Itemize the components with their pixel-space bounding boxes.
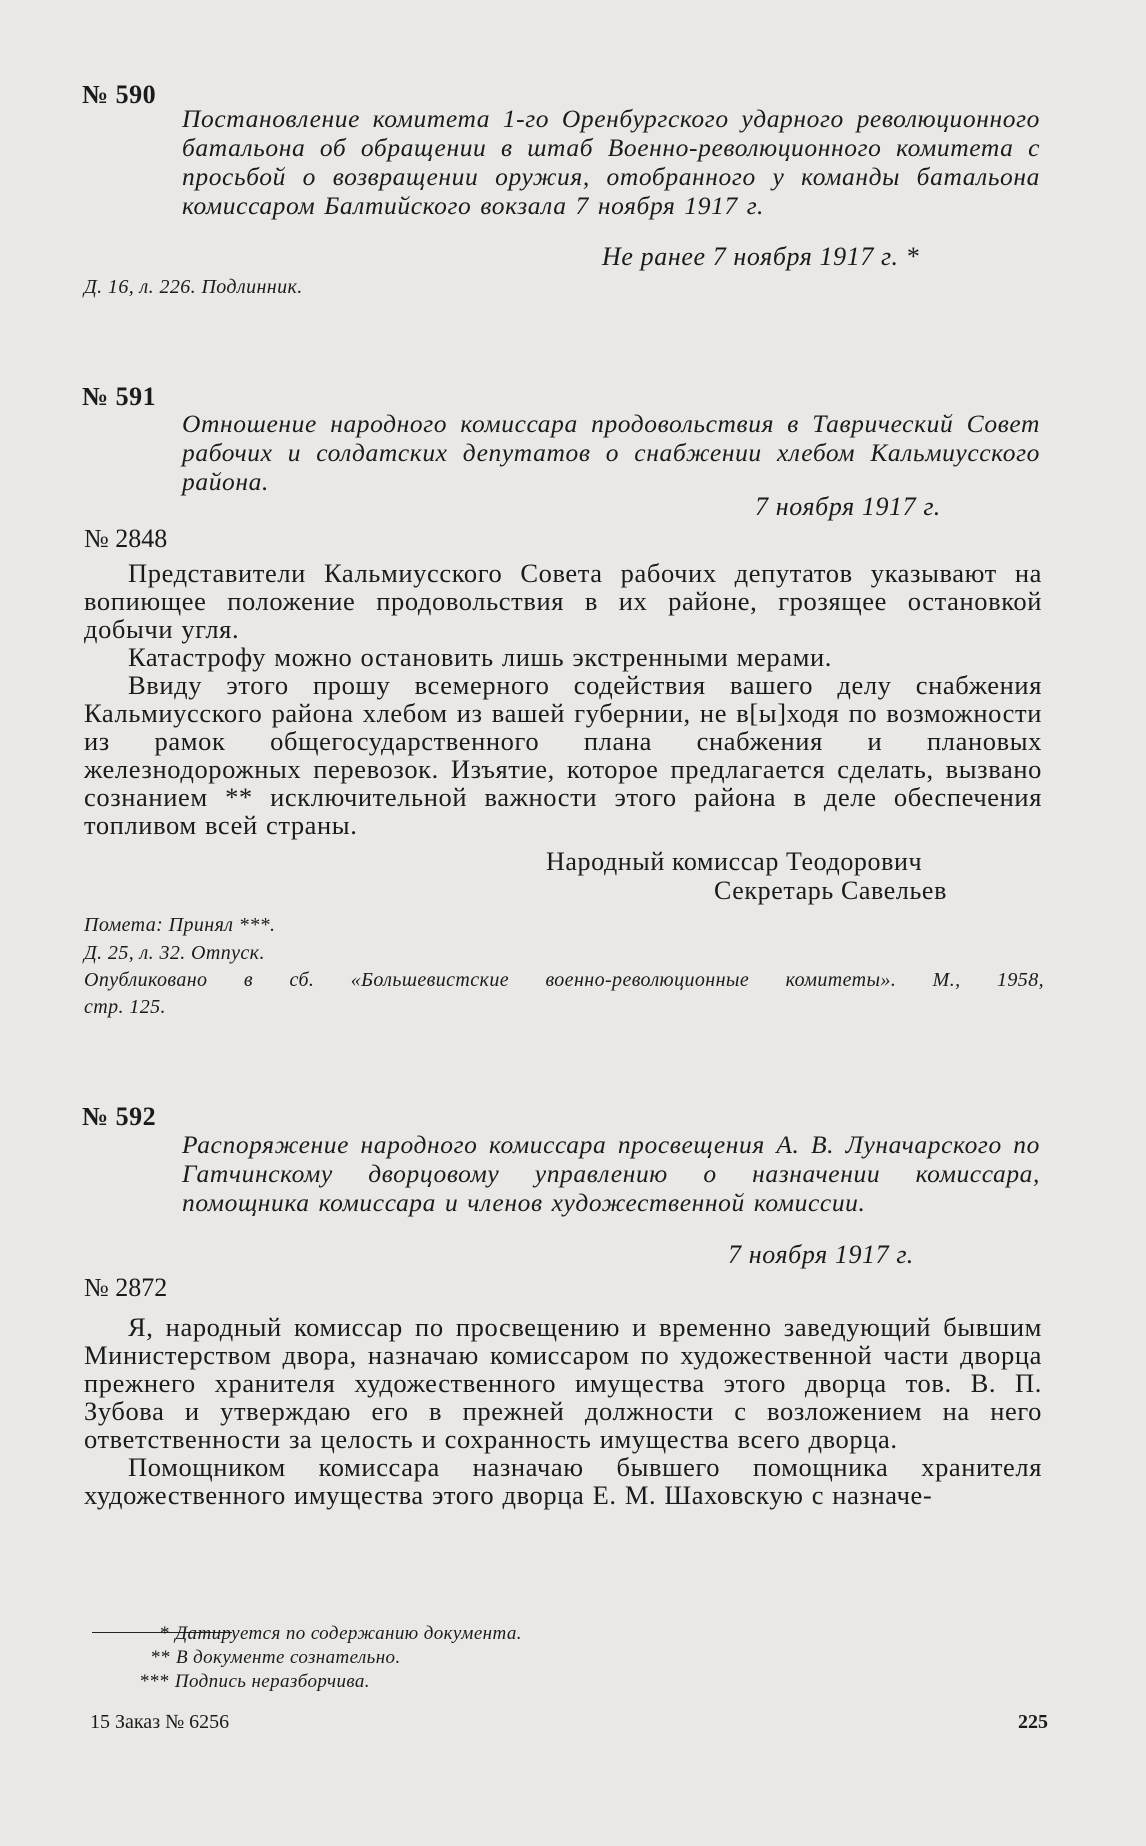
footnote-3: [140, 1671, 370, 1693]
footnote-2: [151, 1647, 401, 1669]
document-date-590: Не ранее 7 ноября 1917 г. *: [602, 242, 920, 271]
document-title-590: Постановление комитета 1-го Оренбургского ударного революционного батальона об обращении в штаб Военно-революционного комитета с просьбой о возвращении оружия, отобранного у команды батальона комиссаром Балтийского вокзала 7 ноября 1917 г.: [182, 104, 1040, 220]
outgoing-number-592: № 2872: [84, 1273, 168, 1302]
paragraph: Представители Кальмиусского Совета рабочих депутатов указывают на вопиющее положение продовольствия в их районе, грозящее остановкой добычи угля.: [84, 558, 1042, 644]
document-title-592: Распоряжение народного комиссара просвещения А. В. Луначарского по Гатчинскому дворцовому управлению о назначении комиссара, помощника комиссара и членов художественной комиссии.: [182, 1130, 1040, 1217]
footnote-mark: *: [160, 1623, 170, 1644]
document-body-591: [84, 559, 1042, 839]
note-591: Помета: Принял ***.: [84, 914, 276, 936]
footnote-mark: **: [151, 1647, 171, 1668]
outgoing-number-591: № 2848: [84, 524, 168, 553]
paragraph: Помощником комиссара назначаю бывшего помощника хранителя художественного имущества этого дворца Е. М. Шаховскую с назначе-: [84, 1452, 1042, 1510]
printer-signature-mark: 15 Заказ № 6256: [90, 1711, 230, 1733]
document-date-591: 7 ноября 1917 г.: [755, 492, 941, 521]
footnote-text: Подпись неразборчива.: [174, 1671, 370, 1692]
footnote-mark: ***: [140, 1671, 170, 1692]
paragraph: Я, народный комиссар по просвещению и временно заведующий бывшим Министерством двора, назначаю комиссаром по художественной части дворца прежнего хранителя художественного имущества этого дворца тов. В. П. Зубова и утверждаю его в прежней должности с возложением на него ответственности за целость и сохранность имущества всего дворца.: [84, 1312, 1042, 1454]
signature-secretary: Секретарь Савельев: [714, 876, 947, 905]
signature-commissar: Народный комиссар Теодорович: [546, 847, 923, 876]
document-number-590: № 590: [82, 80, 157, 109]
publication-page-591: стр. 125.: [84, 996, 166, 1018]
page-number: 225: [1018, 1711, 1048, 1733]
document-title-591: Отношение народного комиссара продовольствия в Таврический Совет рабочих и солдатских депутатов о снабжении хлебом Кальмиусского района.: [182, 409, 1040, 496]
footnote-1: [160, 1623, 522, 1645]
footnote-text: В документе сознательно.: [175, 1647, 401, 1668]
document-number-592: № 592: [82, 1102, 157, 1131]
paragraph: Катастрофу можно остановить лишь экстренными мерами.: [128, 642, 832, 672]
document-body-592: [84, 1313, 1042, 1509]
archive-reference-590: Д. 16, л. 226. Подлинник.: [84, 276, 303, 298]
publication-reference-591: Опубликовано в сб. «Большевистские военно-революционные комитеты». М., 1958,: [84, 969, 1044, 991]
archive-reference-591: Д. 25, л. 32. Отпуск.: [84, 942, 265, 964]
paragraph: Ввиду этого прошу всемерного содействия вашего делу снабжения Кальмиусского района хлебом из вашей губернии, не в[ы]ходя по возможности из рамок общегосударственного плана снабжения и плановых железнодорожных перевозок. Изъятие, которое предлагается сделать, вызвано сознанием ** исключительной важности этого района в деле обеспечения топливом всей страны.: [84, 670, 1042, 840]
document-date-592: 7 ноября 1917 г.: [728, 1240, 914, 1269]
footnote-text: Датируется по содержанию документа.: [175, 1623, 522, 1644]
document-number-591: № 591: [82, 382, 157, 411]
